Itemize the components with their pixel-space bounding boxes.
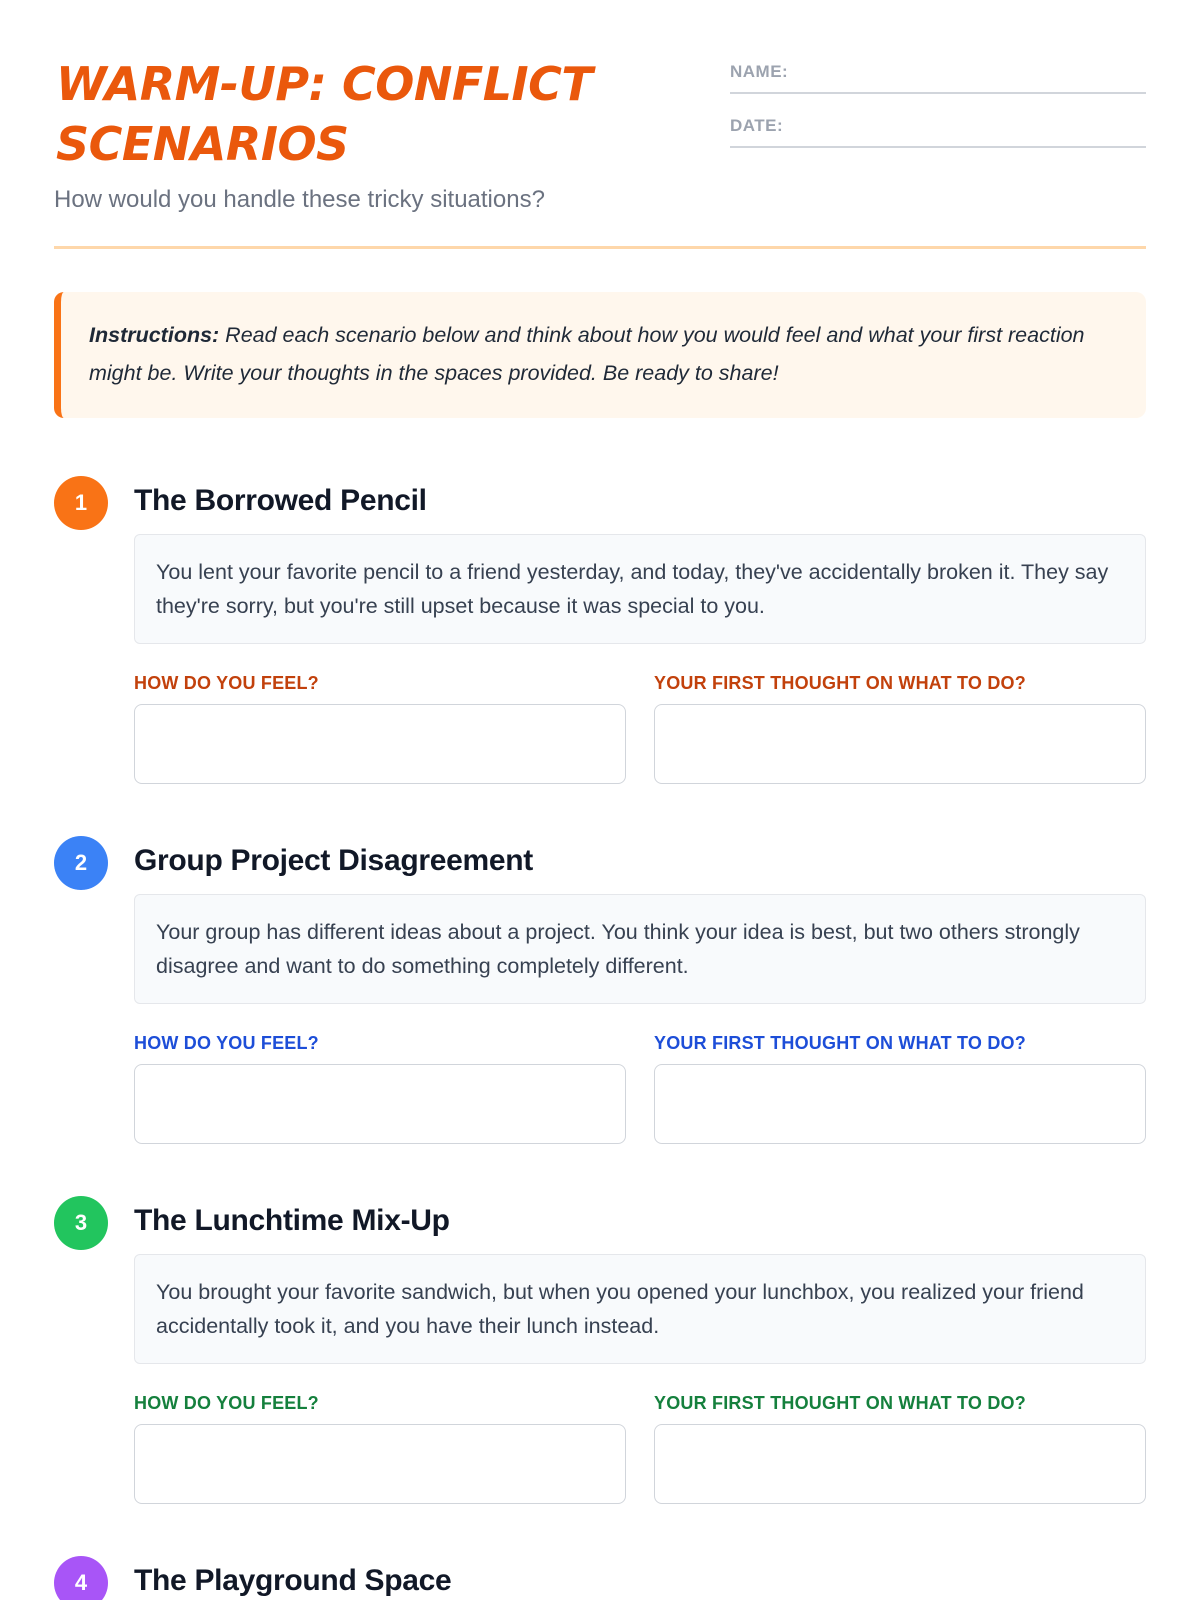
scenario-title: The Borrowed Pencil xyxy=(134,484,427,517)
feel-answer-box[interactable] xyxy=(134,1424,626,1504)
instructions-box xyxy=(54,292,1146,418)
header-divider xyxy=(54,246,1146,249)
feel-label: HOW DO YOU FEEL? xyxy=(134,673,319,693)
action-label: YOUR FIRST THOUGHT ON WHAT TO DO? xyxy=(654,1393,1026,1413)
scenario-title: Group Project Disagreement xyxy=(134,844,533,877)
scenario-3 xyxy=(54,1196,1146,1504)
scenario-2 xyxy=(54,836,1146,1144)
action-answer-box[interactable] xyxy=(654,1424,1146,1504)
answer-row xyxy=(134,672,1146,784)
name-label: NAME: xyxy=(730,62,789,81)
action-answer-box[interactable] xyxy=(654,1064,1146,1144)
page-title: WARM-UP: CONFLICT SCENARIOS xyxy=(56,57,593,171)
instructions-text: Read each scenario below and think about how you would feel and what your first reaction might be. Write your thoughts in the spaces provided. Be ready to share! xyxy=(89,323,1085,385)
instructions-lead: Instructions: xyxy=(89,323,220,347)
page-subtitle: How would you handle these tricky situations? xyxy=(54,186,545,213)
action-label: YOUR FIRST THOUGHT ON WHAT TO DO? xyxy=(654,673,1026,693)
worksheet-header xyxy=(54,0,1146,250)
feel-label: HOW DO YOU FEEL? xyxy=(134,1033,319,1053)
answer-row xyxy=(134,1032,1146,1144)
action-answer-box[interactable] xyxy=(654,704,1146,784)
feel-answer-box[interactable] xyxy=(134,1064,626,1144)
feel-answer-box[interactable] xyxy=(134,704,626,784)
scenario-title: The Playground Space xyxy=(134,1564,452,1597)
scenario-number-badge: 4 xyxy=(54,1556,108,1600)
scenario-1 xyxy=(54,476,1146,784)
action-label: YOUR FIRST THOUGHT ON WHAT TO DO? xyxy=(654,1033,1026,1053)
name-field[interactable] xyxy=(730,58,1146,94)
scenario-number-badge: 2 xyxy=(54,836,108,890)
scenario-description: Your group has different ideas about a project. You think your idea is best, but two others strongly disagree and want to do something completely different. xyxy=(134,894,1146,1004)
date-field[interactable] xyxy=(730,112,1146,148)
scenario-description: You lent your favorite pencil to a friend yesterday, and today, they've accidentally broken it. They say they're sorry, but you're still upset because it was special to you. xyxy=(134,534,1146,644)
scenario-title: The Lunchtime Mix-Up xyxy=(134,1204,450,1237)
date-label: DATE: xyxy=(730,116,784,135)
scenario-description: You brought your favorite sandwich, but when you opened your lunchbox, you realized your friend accidentally took it, and you have their lunch instead. xyxy=(134,1254,1146,1364)
student-info xyxy=(730,58,1146,166)
answer-row xyxy=(134,1392,1146,1504)
scenario-number-badge: 1 xyxy=(54,476,108,530)
scenario-number-badge: 3 xyxy=(54,1196,108,1250)
scenario-4 xyxy=(54,1556,1146,1600)
feel-label: HOW DO YOU FEEL? xyxy=(134,1393,319,1413)
